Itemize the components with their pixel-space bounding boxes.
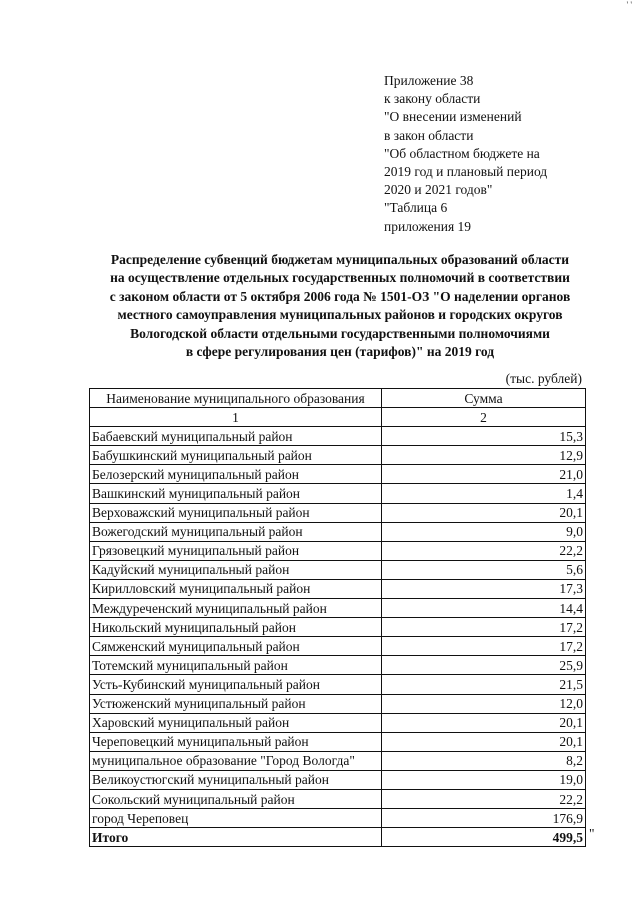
scan-corner-mark: ' ' [626, 0, 632, 10]
table-row [90, 618, 586, 637]
sum-cell: 17,2 [382, 618, 586, 637]
municipality-name-cell: Сямженский муниципальный район [90, 637, 382, 656]
sum-cell: 19,0 [382, 770, 586, 789]
sum-cell: 12,9 [382, 446, 586, 465]
total-row [90, 828, 586, 847]
title-line: с законом области от 5 октября 2006 года № 1501-ОЗ "О наделении органов [109, 288, 571, 304]
sum-cell: 17,3 [382, 579, 586, 598]
municipality-name-cell: Итого [90, 828, 382, 847]
table-row [90, 789, 586, 808]
sum-cell: 8,2 [382, 751, 586, 770]
municipality-name-cell: Кирилловский муниципальный район [90, 579, 382, 598]
municipality-name-cell: Грязовецкий муниципальный район [90, 541, 382, 560]
appendix-line: Приложение 38 [384, 73, 474, 88]
title-line: Вологодской области отдельными государственными полномочиями [130, 325, 550, 341]
municipality-name-cell: Никольский муниципальный район [90, 618, 382, 637]
sum-cell: 15,3 [382, 427, 586, 446]
subvention-table [89, 388, 586, 847]
appendix-line: к закону области [384, 91, 481, 107]
table-row [90, 809, 586, 828]
sum-cell: 9,0 [382, 522, 586, 541]
sum-cell: 21,0 [382, 465, 586, 484]
title-line: Распределение субвенций бюджетам муниципальных образований области [110, 252, 570, 267]
municipality-name-cell: Белозерский муниципальный район [90, 465, 382, 484]
title-line: в сфере регулирования цен (тарифов)" на 2019 год [185, 344, 495, 360]
table-row [90, 770, 586, 789]
table-row [90, 675, 586, 694]
header-name-cell: Наименование муниципального образования [90, 389, 382, 408]
municipality-name-cell: Междуреченский муниципальный район [90, 599, 382, 618]
sum-cell: 499,5 [382, 828, 586, 847]
municipality-name-cell: Вашкинский муниципальный район [90, 484, 382, 503]
appendix-line: 2019 год и плановый период [384, 164, 548, 180]
table-row [90, 732, 586, 751]
municipality-name-cell: Череповецкий муниципальный район [90, 732, 382, 751]
appendix-line: "Об областном бюджете на [384, 145, 540, 161]
sum-cell: 21,5 [382, 675, 586, 694]
table-row [90, 599, 586, 618]
title-line: на осуществление отдельных государственных полномочий в соответствии [110, 270, 570, 286]
municipality-name-cell: муниципальное образование "Город Вологда" [90, 751, 382, 770]
table-row [90, 465, 586, 484]
municipality-name-cell: город Череповец [90, 809, 382, 828]
municipality-name-cell: Тотемский муниципальный район [90, 656, 382, 675]
table-row [90, 427, 586, 446]
table-row [90, 560, 586, 579]
table-row [90, 541, 586, 560]
table-row [90, 694, 586, 713]
sum-cell: 25,9 [382, 656, 586, 675]
table-row [90, 484, 586, 503]
appendix-line: в закон области [384, 127, 474, 143]
sum-cell: 20,1 [382, 503, 586, 522]
table-header-row [90, 389, 586, 408]
title-line: местного самоуправления муниципальных районов и городских округов [117, 307, 563, 323]
municipality-name-cell: Великоустюгский муниципальный район [90, 770, 382, 789]
sum-cell: 20,1 [382, 713, 586, 732]
municipality-name-cell: Харовский муниципальный район [90, 713, 382, 732]
units-label: (тыс. рублей) [505, 371, 582, 386]
appendix-reference [384, 72, 547, 236]
column-number-row [90, 408, 586, 427]
appendix-line: приложения 19 [384, 218, 472, 234]
table-row [90, 503, 586, 522]
appendix-line: "О внесении изменений [384, 109, 522, 125]
sum-cell: 22,2 [382, 541, 586, 560]
table-row [90, 751, 586, 770]
table-row [90, 713, 586, 732]
sum-cell: 14,4 [382, 599, 586, 618]
table-row [90, 579, 586, 598]
sum-cell: 12,0 [382, 694, 586, 713]
sum-cell: 22,2 [382, 789, 586, 808]
municipality-name-cell: Бабушкинский муниципальный район [90, 446, 382, 465]
appendix-line: "Таблица 6 [384, 200, 448, 216]
closing-quote: " [589, 826, 595, 841]
table-row [90, 522, 586, 541]
municipality-name-cell: Бабаевский муниципальный район [90, 427, 382, 446]
header-sum-cell: Сумма [382, 389, 586, 408]
municipality-name-cell: Верховажский муниципальный район [90, 503, 382, 522]
municipality-name-cell: Устюженский муниципальный район [90, 694, 382, 713]
column-number-cell: 1 [90, 408, 382, 427]
municipality-name-cell: Вожегодский муниципальный район [90, 522, 382, 541]
sum-cell: 20,1 [382, 732, 586, 751]
table-row [90, 656, 586, 675]
sum-cell: 1,4 [382, 484, 586, 503]
column-number-cell: 2 [382, 408, 586, 427]
appendix-line: 2020 и 2021 годов" [384, 182, 493, 198]
sum-cell: 5,6 [382, 560, 586, 579]
table-row [90, 446, 586, 465]
municipality-name-cell: Усть-Кубинский муниципальный район [90, 675, 382, 694]
document-title [80, 251, 600, 361]
table-row [90, 637, 586, 656]
sum-cell: 176,9 [382, 809, 586, 828]
municipality-name-cell: Кадуйский муниципальный район [90, 560, 382, 579]
sum-cell: 17,2 [382, 637, 586, 656]
municipality-name-cell: Сокольский муниципальный район [90, 789, 382, 808]
